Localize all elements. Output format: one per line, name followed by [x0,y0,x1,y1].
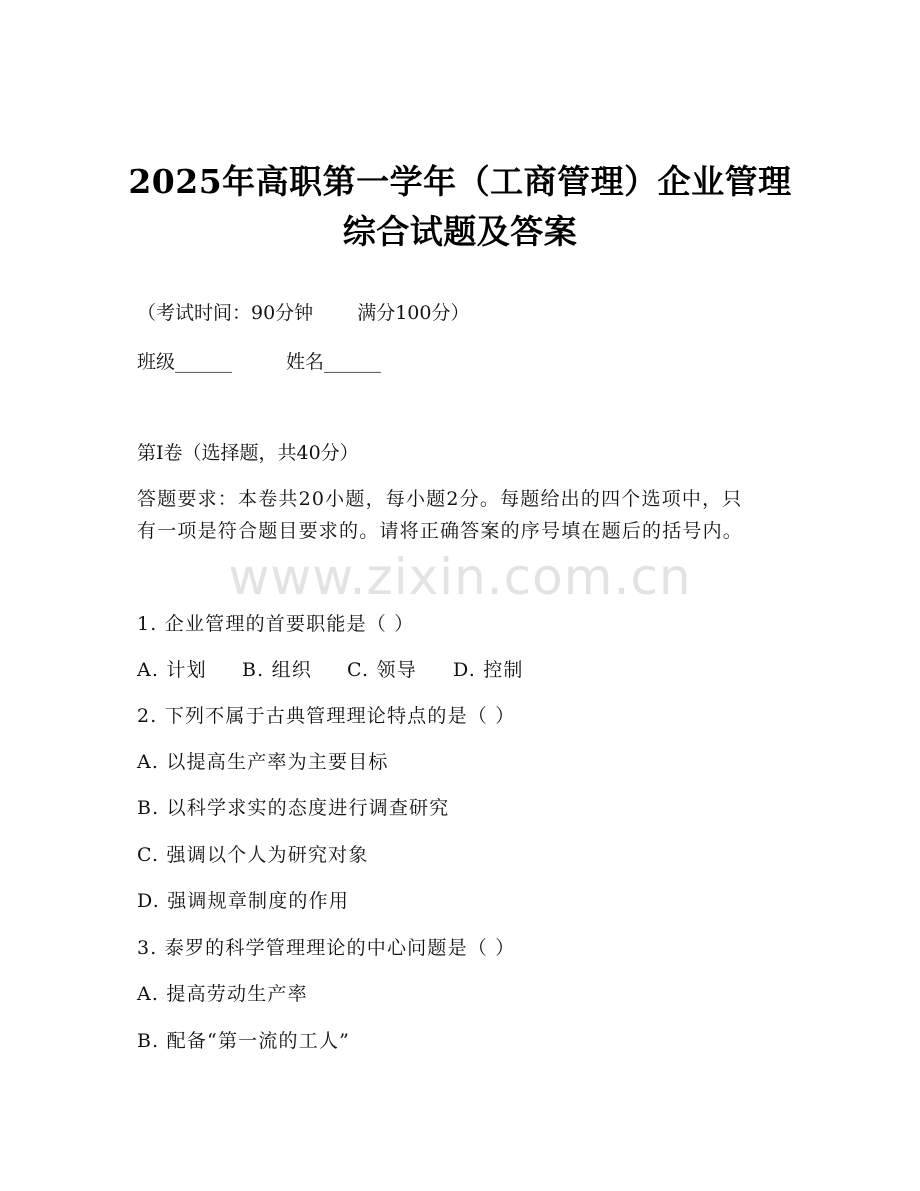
question-1-option-b: B. 组织 [242,659,313,681]
class-field: 班级______ [137,351,233,373]
question-2-option-d: D. 强调规章制度的作用 [137,890,350,912]
question-2-stem: 2. 下列不属于古典管理理论特点的是（ ） [137,705,516,727]
document-title-line-2: 综合试题及答案 [342,212,578,251]
question-1-option-c: C. 领导 [347,659,417,681]
exam-time: （考试时间：90分钟 [137,302,314,324]
document-title-line-1: 2025年高职第一学年（工商管理）企业管理 [128,162,792,201]
question-2-option-c: C. 强调以个人为研究对象 [137,844,369,866]
exam-full-score: 满分100分） [357,302,470,324]
question-2-option-a: A. 以提高生产率为主要目标 [137,751,389,773]
name-field: 姓名______ [286,351,382,373]
question-3-option-a: A. 提高劳动生产率 [137,983,308,1005]
student-fields [137,350,381,374]
question-3-option-b: B. 配备“第一流的工人” [137,1030,351,1052]
watermark: www.zixin.com.cn [228,548,692,606]
instructions-line-2: 有一项是符合题目要求的。请将正确答案的序号填在题后的括号内。 [137,520,744,542]
instructions-line-1: 答题要求：本卷共20小题，每小题2分。每题给出的四个选项中，只 [137,488,743,510]
question-1-option-d: D. 控制 [453,659,524,681]
question-1-stem: 1. 企业管理的首要职能是（ ） [137,613,415,635]
question-3-stem: 3. 泰罗的科学管理理论的中心问题是（ ） [137,937,516,959]
section-heading: 第Ⅰ卷（选择题，共40分） [137,442,359,464]
question-1-options [137,658,524,682]
question-1-option-a: A. 计划 [137,659,207,681]
question-2-option-b: B. 以科学求实的态度进行调查研究 [137,797,450,819]
exam-info [137,301,469,325]
